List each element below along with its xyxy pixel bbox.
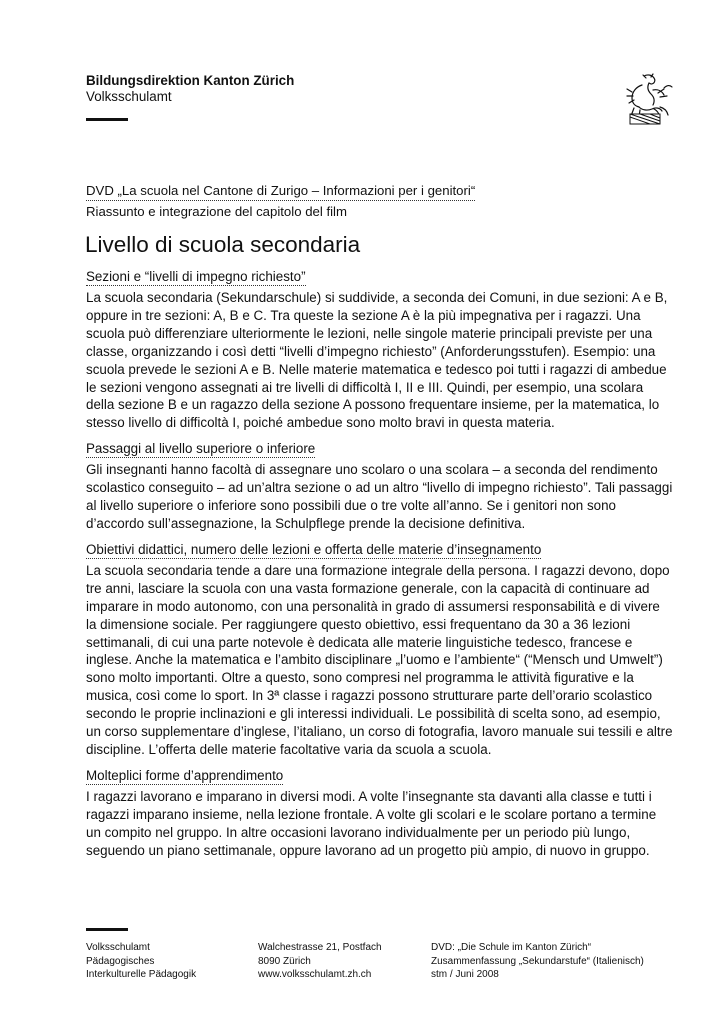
footer-line: Volksschulamt [86,942,150,953]
footer-line: Zusammenfassung „Sekundarstufe“ (Italienisch) [431,955,644,967]
header-rule [86,118,128,121]
document-description: Riassunto e integrazione del capitolo del film [86,204,347,219]
document-body [86,268,674,867]
section-heading: Sezioni e “livelli di impegno richiesto” [86,269,306,284]
footer-line: Pädagogisches [86,955,155,967]
document-subtitle: DVD „La scuola nel Cantone di Zurigo – Informazioni per i genitori“ [86,182,475,201]
section-apprendimento [86,767,674,860]
footer-line: 8090 Zürich [258,955,311,967]
footer-line: Interkulturelle Pädagogik [86,969,197,980]
footer-document-info [431,941,644,982]
org-unit: Volksschulamt [86,89,172,104]
section-paragraph: La scuola secondaria tende a dare una formazione integrale della persona. I ragazzi devono, dopo tre anni, lasciare la scuola con una vasta formazione generale, con la capacità di continuare ad imparare in modo autonomo, con una personalità in grado di assumersi responsabilità e di vivere la dimensione sociale. Per raggiungere questo obiettivo, essi frequentano da 30 a 36 lezioni settimanali, di cui una parte notevole è dedicata alle materie linguistiche tedesco, francese e inglese. Anche la matematica e l’ambito disciplinare „l’uomo e l’ambiente“ (“Mensch und Umwelt”) sono molto importanti. Oltre a questo, sono compresi nel programma le attività figurative e la musica, così come lo sport. In 3ª classe i ragazzi possono strutturare parte dell’orario scolastico secondo le proprie inclinazioni e gli interessi individuali. Le possibilità di scelta sono, ad esempio, un corso supplementare d’inglese, l’italiano, un corso di fotografia, lavoro manuale sui tessili e altre discipline. L’offerta delle materie facoltative varia da scuola a scuola. [86,562,673,757]
section-heading: Molteplici forme d’apprendimento [86,767,284,783]
footer-website: www.volksschulamt.zh.ch [258,969,372,980]
page-title: Livello di scuola secondaria [85,232,361,257]
footer-department [86,941,196,982]
org-name: Bildungsdirektion Kanton Zürich [86,73,295,88]
section-passaggi [86,440,674,533]
footer-line: Walchestrasse 21, Postfach [258,942,382,953]
zurich-lion-logo-icon [624,72,674,128]
footer-rule [86,928,128,931]
section-paragraph: Gli insegnanti hanno facoltà di assegnare uno scolaro o una scolara – a seconda del rendimento scolastico conseguito – ad un’altra sezione o ad un altro “livello di impegno richiesto”. Tali passaggi al livello superiore o inferiore sono possibili due o tre volte all’anno. Se i genitori non sono d’accordo sull’assegnazione, la Schulpflege prende la decisione definitiva. [86,462,673,531]
section-sezioni [86,268,674,432]
section-obiettivi [86,541,674,759]
footer-line: DVD: „Die Schule im Kanton Zürich“ [431,942,592,953]
section-paragraph: La scuola secondaria (Sekundarschule) si suddivide, a seconda dei Comuni, in due sezioni: A e B, oppure in tre sezioni: A, B e C. Tra queste la sezione A è la più impegnativa per i ragazzi. Una scuola può differenziare ulteriormente le lezioni, nelle singole materie principali previste per una classe, organizzando i così detti “livelli d’impegno richiesto” (Anforderungsstufen). Esempio: una scuola prevede le sezioni A e B. Nelle materie matematica e tedesco poi tutti i ragazzi di ambedue le sezioni vengono assegnati ai tre livelli di difficoltà I, II e III. Quindi, per esempio, una scolara della sezione B e un ragazzo della sezione A possono frequentare insieme, per la matematica, lo stesso livello di difficoltà I, poiché ambedue sono molto bravi in questa materia. [86,290,668,431]
section-heading: Obiettivi didattici, numero delle lezioni e offerta delle materie d’insegnamento [86,541,542,557]
section-paragraph: I ragazzi lavorano e imparano in diversi modi. A volte l’insegnante sta davanti alla classe e tutti i ragazzi imparano insieme, nella lezione frontale. A volte gli scolari e le scolare portano a termine un compito nel gruppo. In altre occasioni lavorano individualmente per un periodo più lungo, seguendo un piano settimanale, oppure lavorano ad un progetto più ampio, di nuovo in gruppo. [86,788,657,858]
organization-header [86,73,294,105]
footer-address [258,941,382,982]
section-heading: Passaggi al livello superiore o inferiore [86,441,316,457]
footer-line: stm / Juni 2008 [431,969,499,980]
